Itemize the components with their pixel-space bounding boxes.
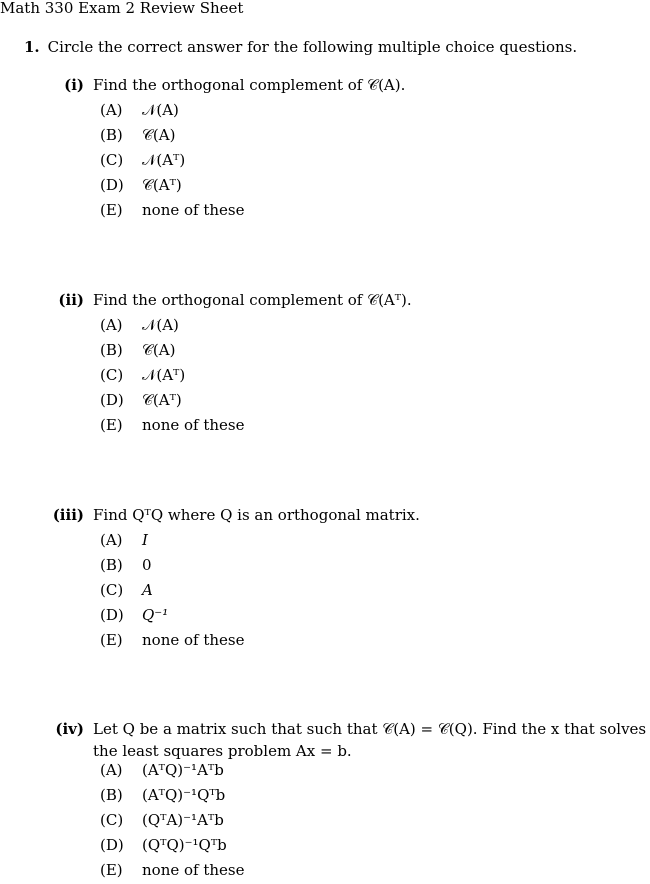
choice-d[interactable] [0, 389, 650, 414]
problem-1-instruction [24, 37, 577, 57]
choice-letter: (E) [100, 416, 123, 434]
choice-list [0, 529, 650, 654]
choice-text: 𝒞(Aᵀ) [142, 391, 182, 409]
choice-letter: (D) [100, 176, 124, 194]
choice-text: (QᵀA)⁻¹Aᵀb [142, 811, 224, 829]
choice-text: 𝒩(A) [142, 316, 179, 334]
choice-list [0, 99, 650, 224]
choice-letter: (D) [100, 391, 124, 409]
question-text: Let Q be a matrix such that such that 𝒞(A) = 𝒞(Q). Find the x that solves the least squares problem Ax = b. [93, 720, 647, 760]
choice-letter: (E) [100, 201, 123, 219]
question-label: (iv) [55, 720, 84, 738]
question-label: (ii) [58, 291, 84, 309]
choice-text: none of these [142, 631, 245, 649]
choice-e[interactable] [0, 414, 650, 439]
choice-text: none of these [142, 861, 245, 879]
choice-text: 𝒩(Aᵀ) [142, 366, 186, 384]
choice-text: I [142, 531, 148, 549]
choice-d[interactable] [0, 604, 650, 629]
question-label: (iii) [52, 506, 84, 524]
choice-b[interactable] [0, 124, 650, 149]
choice-text: (AᵀQ)⁻¹Qᵀb [142, 786, 226, 804]
choice-letter: (A) [100, 316, 123, 334]
choice-b[interactable] [0, 339, 650, 364]
choice-text: A [142, 581, 153, 599]
question-text: Find the orthogonal complement of 𝒞(Aᵀ). [93, 291, 412, 309]
choice-letter: (B) [100, 556, 123, 574]
choice-letter: (B) [100, 786, 123, 804]
choice-d[interactable] [0, 834, 650, 859]
problem-number: 1. [24, 38, 40, 56]
question-iv [0, 718, 650, 884]
choice-b[interactable] [0, 554, 650, 579]
choice-letter: (C) [100, 811, 124, 829]
choice-letter: (E) [100, 631, 123, 649]
question-header [0, 289, 650, 311]
question-text: Find the orthogonal complement of 𝒞(A). [93, 76, 406, 94]
choice-text: none of these [142, 416, 245, 434]
question-text: Find QᵀQ where Q is an orthogonal matrix. [93, 506, 420, 524]
choice-c[interactable] [0, 809, 650, 834]
problem-instruction-text: Circle the correct answer for the following multiple choice questions. [47, 38, 578, 56]
choice-letter: (A) [100, 761, 123, 779]
question-header [0, 718, 650, 762]
question-label: (i) [64, 76, 84, 94]
choice-a[interactable] [0, 314, 650, 339]
choice-letter: (B) [100, 126, 123, 144]
choice-c[interactable] [0, 149, 650, 174]
choice-a[interactable] [0, 99, 650, 124]
choice-text: Q⁻¹ [142, 606, 169, 624]
choice-text: 𝒞(A) [142, 341, 176, 359]
choice-text: 𝒞(A) [142, 126, 176, 144]
choice-text: (QᵀQ)⁻¹Qᵀb [142, 836, 227, 854]
choice-text: 0 [142, 556, 152, 574]
choice-letter: (D) [100, 836, 124, 854]
choice-d[interactable] [0, 174, 650, 199]
choice-text: 𝒩(A) [142, 101, 179, 119]
choice-c[interactable] [0, 579, 650, 604]
choice-letter: (D) [100, 606, 124, 624]
choice-text: 𝒞(Aᵀ) [142, 176, 182, 194]
choice-letter: (B) [100, 341, 123, 359]
choice-a[interactable] [0, 759, 650, 784]
choice-list [0, 759, 650, 884]
choice-letter: (A) [100, 101, 123, 119]
page-title: Math 330 Exam 2 Review Sheet [0, 0, 244, 17]
question-i [0, 74, 650, 224]
question-ii [0, 289, 650, 439]
choice-c[interactable] [0, 364, 650, 389]
choice-e[interactable] [0, 859, 650, 884]
question-iii [0, 504, 650, 654]
choice-letter: (C) [100, 581, 124, 599]
choice-letter: (C) [100, 366, 124, 384]
choice-text: (AᵀQ)⁻¹Aᵀb [142, 761, 224, 779]
choice-a[interactable] [0, 529, 650, 554]
question-header [0, 504, 650, 526]
choice-text: none of these [142, 201, 245, 219]
choice-letter: (A) [100, 531, 123, 549]
choice-e[interactable] [0, 629, 650, 654]
choice-list [0, 314, 650, 439]
question-header [0, 74, 650, 96]
choice-letter: (C) [100, 151, 124, 169]
choice-b[interactable] [0, 784, 650, 809]
choice-e[interactable] [0, 199, 650, 224]
choice-text: 𝒩(Aᵀ) [142, 151, 186, 169]
choice-letter: (E) [100, 861, 123, 879]
